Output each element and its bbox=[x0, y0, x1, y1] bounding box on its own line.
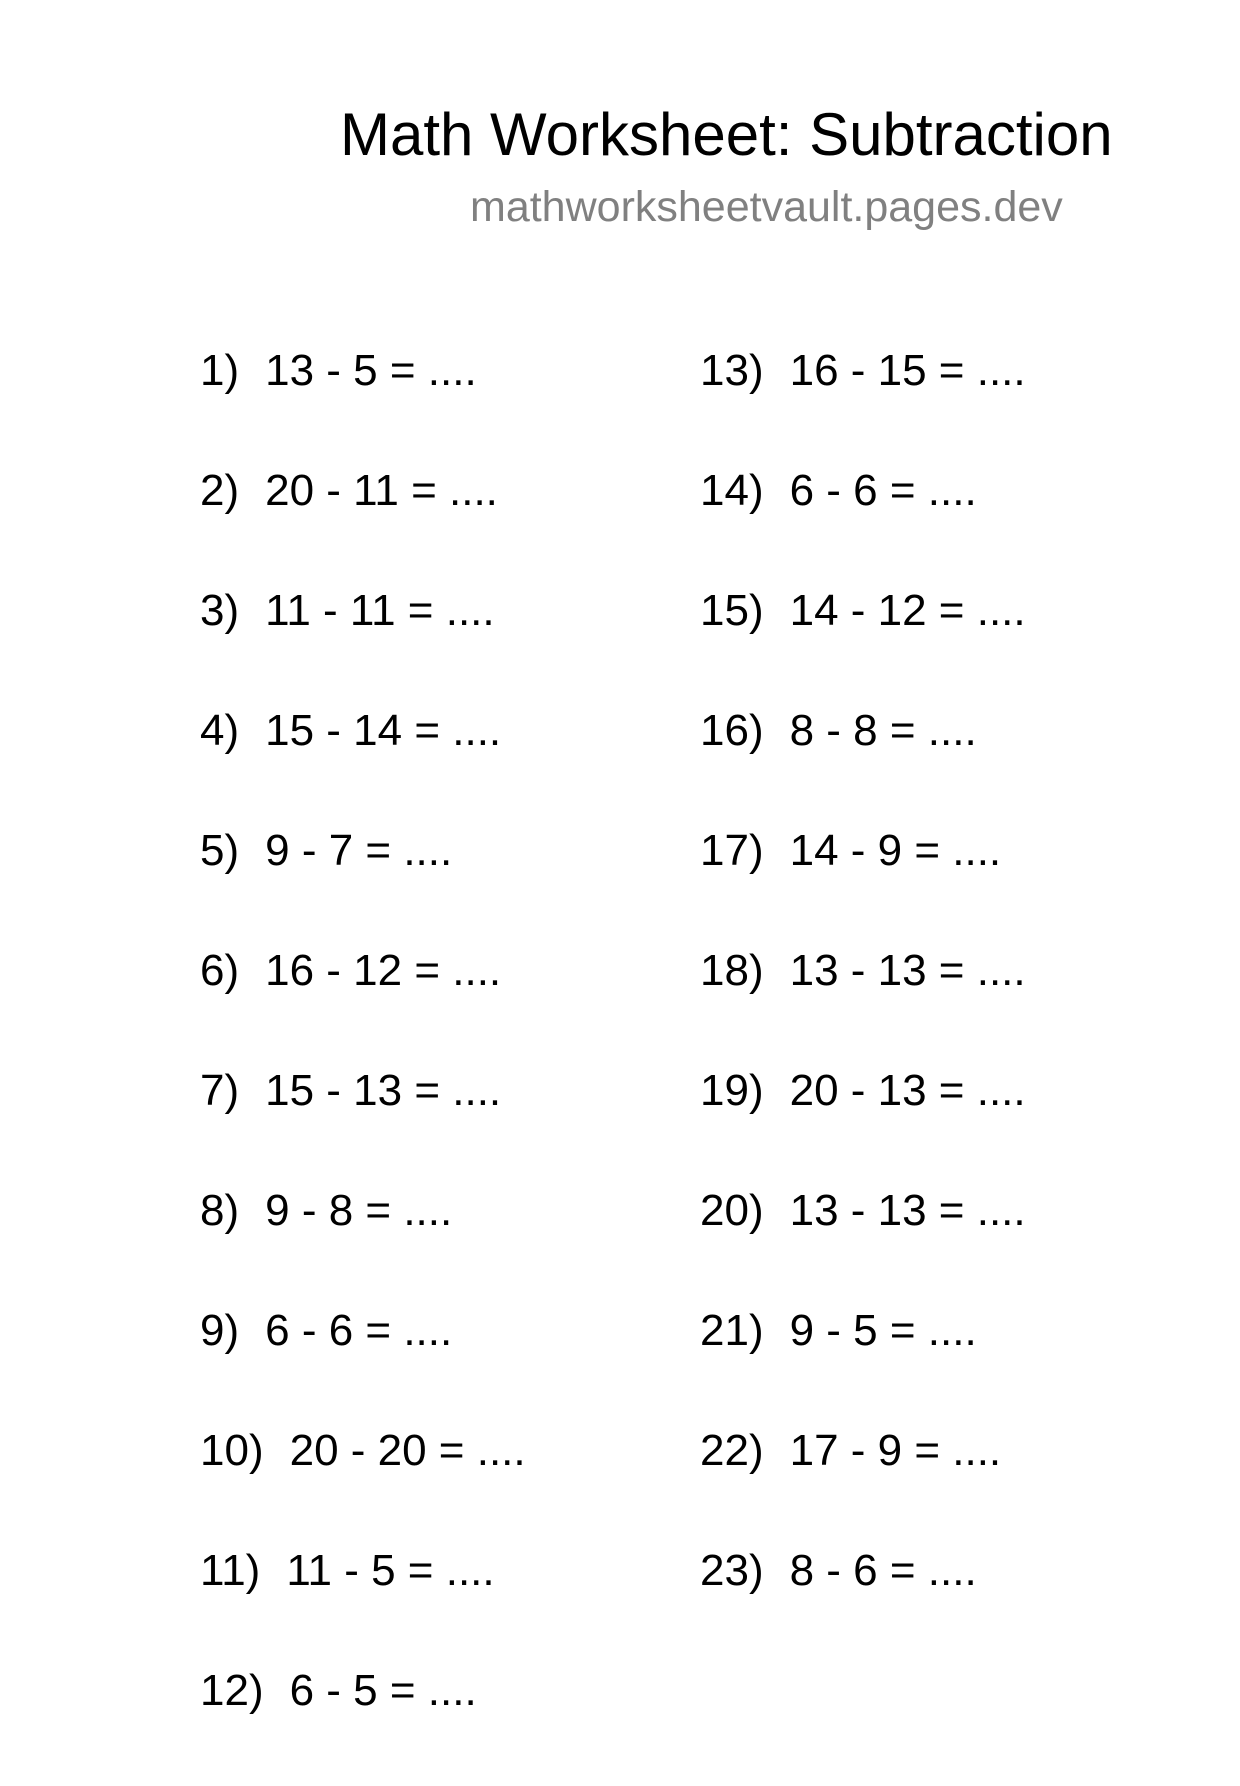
problem-expression: 11 - 11 = .... bbox=[265, 586, 495, 635]
problem-expression: 11 - 5 = .... bbox=[286, 1546, 495, 1595]
problem-row bbox=[700, 1426, 1180, 1546]
problem-row bbox=[200, 586, 680, 706]
page-subtitle: mathworksheetvault.pages.dev bbox=[470, 183, 1063, 231]
problem-row bbox=[200, 946, 680, 1066]
problem-row bbox=[200, 1666, 680, 1786]
problem-number: 21) bbox=[700, 1306, 764, 1355]
problem-expression: 17 - 9 = .... bbox=[789, 1426, 1002, 1475]
problem-expression: 14 - 12 = .... bbox=[789, 586, 1026, 635]
problem-expression: 16 - 12 = .... bbox=[265, 946, 502, 995]
problem-row bbox=[200, 1306, 680, 1426]
problem-row bbox=[200, 1426, 680, 1546]
problem-list bbox=[200, 346, 1100, 1726]
problem-expression: 9 - 8 = .... bbox=[265, 1186, 453, 1235]
problem-row bbox=[200, 706, 680, 826]
problem-row bbox=[200, 346, 680, 466]
problem-expression: 20 - 13 = .... bbox=[789, 1066, 1026, 1115]
problem-row bbox=[700, 1066, 1180, 1186]
problem-row bbox=[200, 826, 680, 946]
problem-row bbox=[700, 946, 1180, 1066]
problem-number: 4) bbox=[200, 706, 240, 755]
problem-expression: 13 - 5 = .... bbox=[265, 346, 477, 395]
problem-expression: 14 - 9 = .... bbox=[789, 826, 1002, 875]
problem-number: 20) bbox=[700, 1186, 764, 1235]
problem-expression: 6 - 5 = .... bbox=[289, 1666, 477, 1715]
problem-number: 18) bbox=[700, 946, 764, 995]
problem-row bbox=[700, 1186, 1180, 1306]
problem-row bbox=[700, 826, 1180, 946]
problem-expression: 6 - 6 = .... bbox=[789, 466, 977, 515]
problem-expression: 13 - 13 = .... bbox=[789, 1186, 1026, 1235]
problem-number: 2) bbox=[200, 466, 240, 515]
problem-row bbox=[700, 346, 1180, 466]
problem-number: 6) bbox=[200, 946, 240, 995]
problem-row bbox=[200, 1546, 680, 1666]
problem-expression: 15 - 14 = .... bbox=[265, 706, 502, 755]
problem-number: 17) bbox=[700, 826, 764, 875]
problem-row bbox=[200, 1186, 680, 1306]
problem-expression: 8 - 8 = .... bbox=[789, 706, 977, 755]
problem-row bbox=[200, 466, 680, 586]
problem-number: 19) bbox=[700, 1066, 764, 1115]
problem-row bbox=[700, 1306, 1180, 1426]
problem-number: 23) bbox=[700, 1546, 764, 1595]
problem-expression: 8 - 6 = .... bbox=[789, 1546, 977, 1595]
problem-expression: 16 - 15 = .... bbox=[789, 346, 1026, 395]
problem-number: 16) bbox=[700, 706, 764, 755]
problem-expression: 15 - 13 = .... bbox=[265, 1066, 502, 1115]
problem-column-right bbox=[700, 346, 1180, 1666]
problem-number: 14) bbox=[700, 466, 764, 515]
problem-number: 5) bbox=[200, 826, 240, 875]
problem-number: 22) bbox=[700, 1426, 764, 1475]
problem-row bbox=[700, 1546, 1180, 1666]
problem-number: 13) bbox=[700, 346, 764, 395]
problem-expression: 9 - 7 = .... bbox=[265, 826, 453, 875]
problem-row bbox=[700, 586, 1180, 706]
problem-number: 8) bbox=[200, 1186, 240, 1235]
problem-row bbox=[200, 1066, 680, 1186]
page-title: Math Worksheet: Subtraction bbox=[340, 101, 1113, 168]
problem-number: 10) bbox=[200, 1426, 264, 1475]
problem-number: 3) bbox=[200, 586, 240, 635]
problem-expression: 9 - 5 = .... bbox=[789, 1306, 977, 1355]
problem-expression: 6 - 6 = .... bbox=[265, 1306, 453, 1355]
problem-row bbox=[700, 706, 1180, 826]
problem-number: 11) bbox=[200, 1546, 261, 1595]
problem-row bbox=[700, 466, 1180, 586]
problem-expression: 20 - 20 = .... bbox=[289, 1426, 526, 1475]
problem-expression: 13 - 13 = .... bbox=[789, 946, 1026, 995]
problem-number: 9) bbox=[200, 1306, 240, 1355]
problem-number: 12) bbox=[200, 1666, 264, 1715]
problem-number: 1) bbox=[200, 346, 240, 395]
problem-column-left bbox=[200, 346, 680, 1786]
problem-number: 15) bbox=[700, 586, 764, 635]
problem-number: 7) bbox=[200, 1066, 240, 1115]
problem-expression: 20 - 11 = .... bbox=[265, 466, 498, 515]
